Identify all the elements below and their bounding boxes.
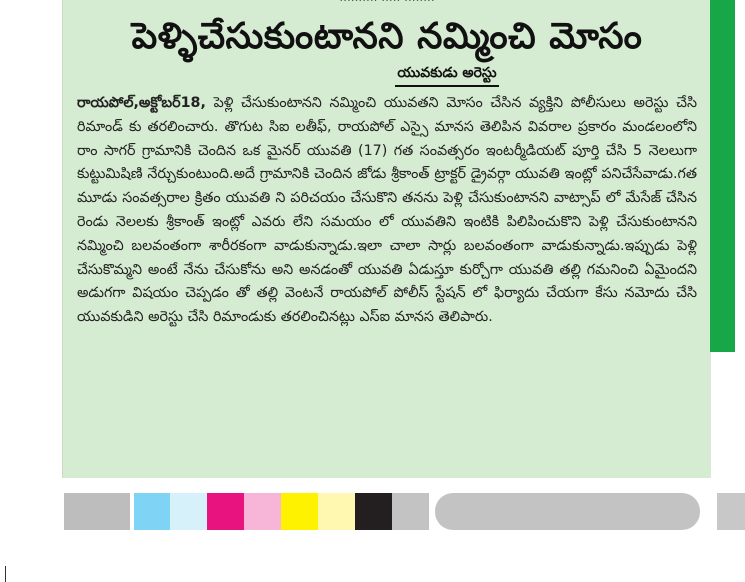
swatch-yellow <box>281 493 318 530</box>
swatch-light-magenta <box>244 493 281 530</box>
swatch-light-cyan <box>170 493 207 530</box>
headline: పెళ్ళిచేసుకుంటానని నమ్మించి మోసం <box>131 16 643 57</box>
body-text: పెళ్లి చేసుకుంటానని నమ్మించి యువతని మోసం చేసిన వ్యక్తిని పోలీసులు అరెస్టు చేసి రిమాండ్ కు తరలించారు. తొగుట సిఐ లతీఫ్, రాయపోల్ ఎస్సై మానస తెలిపిన వివరాల ప్రకారం మండలంలోని రాం సాగర్ గ్రామానికి చెందిన ఒక మైనర్ యువతి (17) గత సంవత్సరం ఇంటర్మీడియట్ పూర్తి చేసి 5 నెలలుగా కుట్టుమిషిణి నేర్చుకుంటుంది.అదే గ్రామానికి చెందిన జోడు శ్రీకాంత్ ట్రాక్టర్ డ్రైవర్గా యువతి ఇంట్లో పనిచేసేవాడు.గత మూడు సంవత్సరాల క్రితం యువతి ని పరిచయం చేసుకొని తనను పెళ్లి చేసుకుంటానని వాట్సాప్ లో మేసేజ్ చేసిన రెండు నెలలకు శ్రీకాంత్ ఇంట్లో ఎవరు లేని సమయం లో యువతిని ఇంటికి పిలిపించుకొని పెళ్లి చేసుకుంటానని నమ్మించి బలవంతంగా శారీరకంగా వాడుకున్నాడు.ఇలా చాలా సార్లు బలవంతంగా వాడుకున్నాడు.ఇప్పుడు పెళ్లి చేసుకొమ్మని అంటే నేను చేసుకోను అని అనడంతో యువతి ఏడుస్తూ కుర్చోగా యువతి తల్లి గమనించి ఏమైందని అడుగగా విషయం చెప్పడం తో తల్లి వెంటనే రాయపోల్ పోలీస్ స్టేషన్ లో ఫిర్యాదు చేయగా కేసు నమోదు చేసి యువకుడిని అరెస్టు చేసి రిమాండుకు తరలించినట్లు ఎస్ఐ మానస తెలిపారు. <box>77 95 697 326</box>
cut-off-text-line <box>63 0 711 4</box>
swatch-cyan <box>134 493 170 530</box>
newspaper-clipping <box>62 0 711 478</box>
gray-pill-bar <box>435 493 700 530</box>
swatch-magenta <box>207 493 244 530</box>
swatch-black <box>355 493 392 530</box>
swatch-gray <box>64 493 130 530</box>
dateline: రాయపోల్,అక్టోబర్18, <box>77 95 206 111</box>
green-margin-bar <box>710 0 735 352</box>
swatch-light-yellow <box>318 493 355 530</box>
subheadline-container <box>63 62 711 87</box>
subheadline: యువకుడు అరెస్టు <box>395 65 498 87</box>
swatch-gray-2 <box>392 493 429 530</box>
crop-mark <box>5 566 6 582</box>
gray-edge-block <box>717 493 745 530</box>
article-body <box>77 92 697 330</box>
